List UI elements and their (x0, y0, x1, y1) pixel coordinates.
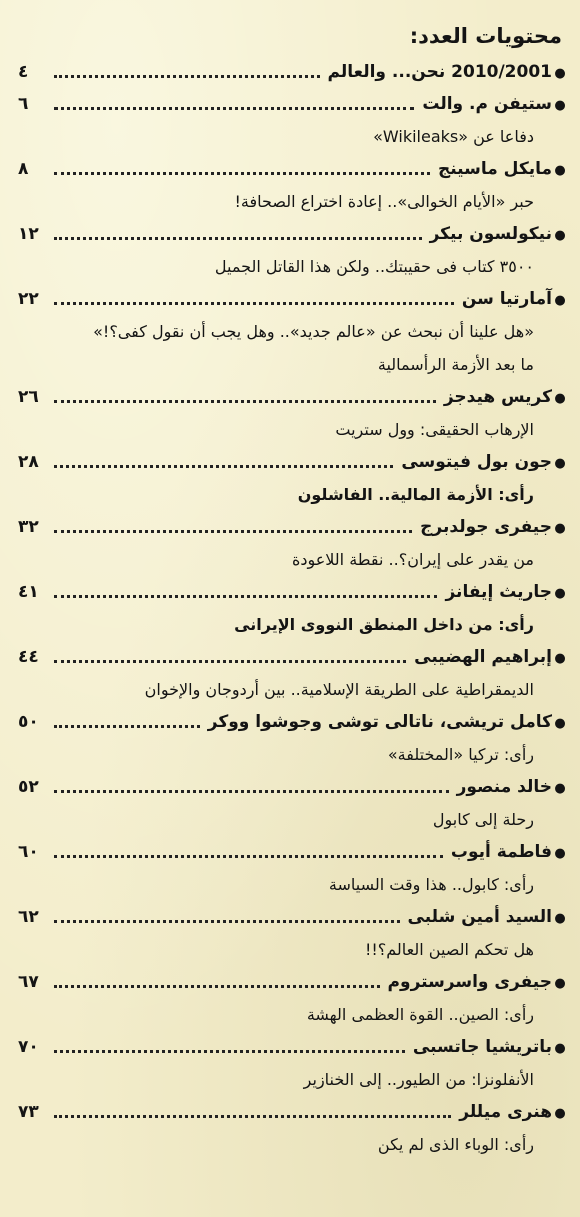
toc-page-number: ٤١ (18, 582, 39, 602)
toc-list (18, 56, 568, 1161)
toc-author-row (18, 1031, 568, 1063)
toc-article-title: رحلة إلى كابول (432, 810, 534, 829)
toc-author-row (18, 446, 568, 478)
toc-article-title: حبر «الأيام الخوالى».. إعادة اختراع الصحافة! (234, 192, 534, 211)
toc-author-row (18, 1096, 568, 1128)
toc-page-number: ٢٢ (18, 289, 39, 309)
toc-page-number: ٧٠ (18, 1037, 39, 1057)
toc-page-number: ٧٣ (18, 1102, 39, 1122)
toc-page-number: ٤ (18, 62, 29, 82)
bullet-icon: ● (554, 1041, 566, 1056)
bullet-icon: ● (554, 716, 566, 731)
bullet-icon: ● (554, 163, 566, 178)
toc-author: جاريث إيفانز (445, 582, 552, 602)
bullet-icon: ● (554, 1106, 566, 1121)
bullet-icon: ● (554, 293, 566, 308)
bullet-icon: ● (554, 391, 566, 406)
toc-author-row (18, 511, 568, 543)
bullet-icon: ● (554, 66, 566, 81)
bullet-icon: ● (554, 911, 566, 926)
dot-leader (54, 172, 430, 175)
toc-article-title: «هل علينا أن نبحث عن «عالم جديد».. وهل يجب أن نقول كفى؟!» (93, 322, 534, 341)
toc-entry (18, 153, 568, 218)
toc-entry (18, 56, 568, 88)
toc-author: فاطمة أيوب (450, 842, 552, 862)
toc-article-title: من يقدر على إيران؟.. نقطة اللاعودة (291, 550, 534, 569)
dot-leader (54, 660, 406, 663)
toc-author: جون بول فيتوسى (401, 452, 552, 472)
toc-article-title: ما بعد الأزمة الرأسمالية (377, 355, 534, 374)
toc-page-number: ٥٢ (18, 777, 39, 797)
toc-author-row (18, 641, 568, 673)
toc-entry (18, 641, 568, 706)
toc-page-number: ١٢ (18, 224, 39, 244)
toc-entry (18, 706, 568, 771)
toc-page-number: ٨ (18, 159, 29, 179)
toc-entry (18, 381, 568, 446)
toc-author: ستيفن م. والت (422, 94, 552, 114)
toc-page-number: ٣٢ (18, 517, 39, 537)
dot-leader (54, 400, 436, 403)
dot-leader (54, 790, 449, 793)
toc-page-number: ٦٠ (18, 842, 39, 862)
toc-author: جيفرى جولدبرج (420, 517, 552, 537)
toc-author-row (18, 836, 568, 868)
toc-entry (18, 283, 568, 381)
dot-leader (54, 1050, 405, 1053)
toc-entry (18, 88, 568, 153)
toc-author: خالد منصور (456, 777, 552, 797)
toc-author: 2010/2001 نحن... والعالم (327, 62, 552, 82)
dot-leader (54, 725, 200, 728)
bullet-icon: ● (554, 846, 566, 861)
toc-article-title: دفاعا عن «Wikileaks» (373, 127, 534, 146)
bullet-icon: ● (554, 586, 566, 601)
dot-leader (54, 465, 393, 468)
dot-leader (54, 985, 380, 988)
toc-author-row (18, 576, 568, 608)
bullet-icon: ● (554, 456, 566, 471)
toc-author-row (18, 771, 568, 803)
toc-article-title: الديمقراطية على الطريقة الإسلامية.. بين أردوجان والإخوان (144, 680, 534, 699)
toc-article-title: الأنفلونزا: من الطيور.. إلى الخنازير (303, 1070, 534, 1089)
toc-entry (18, 1096, 568, 1161)
toc-article-title: رأى: الوباء الذى لم يكن (377, 1135, 534, 1154)
toc-author: السيد أمين شلبى (407, 907, 552, 927)
toc-entry (18, 511, 568, 576)
toc-article-title: رأى: الأزمة المالية.. الفاشلون (297, 485, 534, 504)
toc-page-number: ٦٢ (18, 907, 39, 927)
toc-entry (18, 218, 568, 283)
toc-page-number: ٦٧ (18, 972, 39, 992)
bullet-icon: ● (554, 781, 566, 796)
toc-entry (18, 836, 568, 901)
toc-page-number: ٤٤ (18, 647, 39, 667)
toc-article-title: هل تحكم الصين العالم؟!! (364, 940, 534, 959)
toc-article-title: رأى: الصين.. القوة العظمى الهشة (306, 1005, 534, 1024)
toc-author: إبراهيم الهضيبى (414, 647, 552, 667)
toc-page-number: ٢٨ (18, 452, 39, 472)
toc-article-title: رأى: كابول.. هذا وقت السياسة (328, 875, 534, 894)
dot-leader (54, 1115, 451, 1118)
toc-author-row (18, 56, 568, 88)
toc-author: كريس هيدجز (443, 387, 552, 407)
toc-entry (18, 966, 568, 1031)
dot-leader (54, 107, 414, 110)
toc-author: هنرى ميللر (459, 1102, 552, 1122)
toc-entry (18, 1031, 568, 1096)
toc-author: باتريشيا جاتسبى (412, 1037, 552, 1057)
toc-author: كامل تريشى، ناتالى توشى وجوشوا ووكر (207, 712, 552, 732)
bullet-icon: ● (554, 976, 566, 991)
toc-article-title: رأى: من داخل المنطق النووى الإيرانى (234, 615, 534, 634)
dot-leader (54, 302, 454, 305)
toc-article-title: رأى: تركيا «المختلفة» (387, 745, 534, 764)
toc-author: جيفرى واسرستروم (387, 972, 552, 992)
dot-leader (54, 75, 320, 78)
bullet-icon: ● (554, 98, 566, 113)
toc-entry (18, 446, 568, 511)
toc-page-number: ٥٠ (18, 712, 39, 732)
toc-author-row (18, 88, 568, 120)
toc-author-row (18, 966, 568, 998)
bullet-icon: ● (554, 651, 566, 666)
toc-entry (18, 771, 568, 836)
dot-leader (54, 855, 443, 858)
toc-author: مايكل ماسينج (437, 159, 552, 179)
bullet-icon: ● (554, 521, 566, 536)
toc-author-row (18, 901, 568, 933)
toc-author-row (18, 706, 568, 738)
toc-author: نيكولسون بيكر (429, 224, 552, 244)
dot-leader (54, 920, 400, 923)
toc-article-title: ٣٥٠٠ كتاب فى حقيبتك.. ولكن هذا القاتل الجميل (214, 257, 534, 276)
toc-page-number: ٢٦ (18, 387, 39, 407)
bullet-icon: ● (554, 228, 566, 243)
toc-author-row (18, 381, 568, 413)
dot-leader (54, 530, 412, 533)
toc-page-number: ٦ (18, 94, 29, 114)
toc-author-row (18, 283, 568, 315)
toc-author: آمارتيا سن (461, 289, 552, 309)
toc-author-row (18, 218, 568, 250)
dot-leader (54, 237, 422, 240)
toc-article-title: الإرهاب الحقيقى: وول ستريت (335, 420, 534, 439)
toc-author-row (18, 153, 568, 185)
toc-entry (18, 901, 568, 966)
dot-leader (54, 595, 437, 598)
toc-entry (18, 576, 568, 641)
toc-heading: محتويات العدد: (409, 24, 562, 48)
